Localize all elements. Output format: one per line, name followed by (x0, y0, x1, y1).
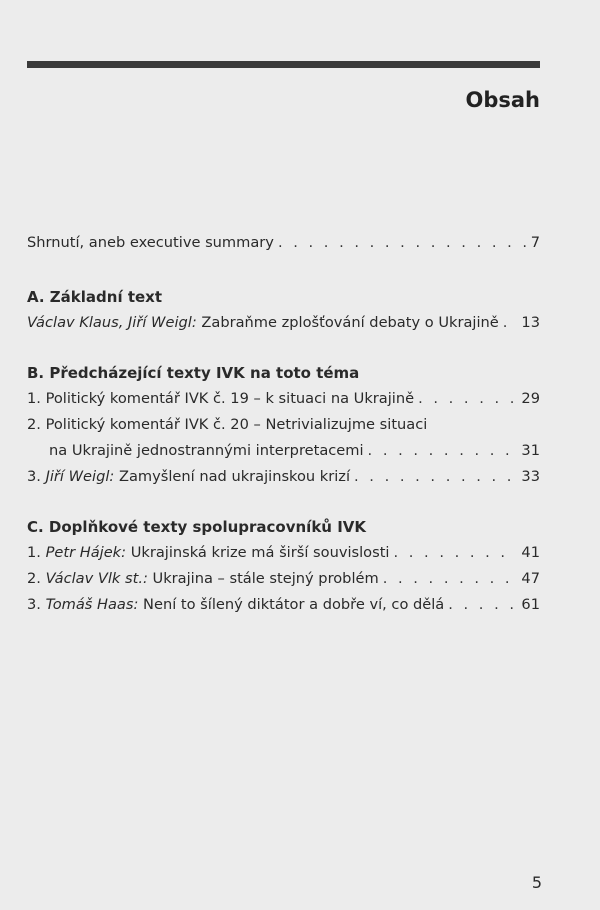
toc-page-number: 33 (521, 468, 540, 485)
toc-entry-number: 1. (27, 544, 41, 561)
toc-entry-line1[interactable] (27, 412, 540, 438)
toc-page-number: 61 (521, 596, 540, 613)
section-heading-c: C. Doplňkové texty spolupracovníků IVK (27, 518, 367, 536)
toc-entry-number: 1. (27, 390, 41, 407)
toc-entry-summary[interactable] (27, 230, 540, 256)
toc-entry-text: Ukrajina – stále stejný problém (152, 570, 379, 587)
leader-dots (278, 230, 527, 256)
header-rule (27, 61, 540, 68)
toc-entry-author: Václav Vlk st.: (45, 570, 148, 587)
toc-entry-author: Jiří Weigl: (45, 468, 115, 485)
leader-dots (393, 540, 517, 566)
toc-entry-author: Tomáš Haas: (45, 596, 139, 613)
page-number: 5 (531, 873, 542, 892)
toc-entry-title (27, 592, 444, 618)
toc-entry-title (27, 566, 379, 592)
toc-entry-text: Politický komentář IVK č. 19 – k situaci na Ukrajině (45, 390, 415, 407)
toc-entry[interactable] (27, 310, 540, 336)
section-heading-b: B. Předcházející texty IVK na toto téma (27, 364, 360, 382)
toc-page-number: 47 (521, 570, 540, 587)
toc-entry[interactable] (27, 592, 540, 618)
leader-dots (448, 592, 517, 618)
toc-entry-number: 3. (27, 468, 41, 485)
toc-entry[interactable] (27, 386, 540, 412)
toc-entry-text: Ukrajinská krize má širší souvislosti (130, 544, 390, 561)
toc-entry-text: Není to šílený diktátor a dobře ví, co dělá (143, 596, 445, 613)
toc-entry-title (27, 310, 499, 336)
toc-page-number: 7 (530, 234, 540, 251)
toc-entry-title (27, 412, 427, 438)
toc-entry-author: Václav Klaus, Jiří Weigl: (27, 314, 197, 331)
leader-dots (383, 566, 518, 592)
toc-entry-title: Shrnutí, aneb executive summary (27, 234, 274, 251)
toc-entry-title-cont: na Ukrajině jednostrannými interpretacemi (49, 442, 364, 459)
toc-page-number: 31 (521, 442, 540, 459)
toc-page-number: 29 (521, 390, 540, 407)
toc-entry-number: 2. (27, 416, 41, 433)
leader-dots (503, 310, 518, 336)
toc-entry-title (27, 464, 350, 490)
toc-entry-title (27, 386, 414, 412)
toc-page-number: 13 (521, 314, 540, 331)
toc-entry-title (27, 540, 389, 566)
table-of-contents (27, 230, 540, 618)
leader-dots (418, 386, 517, 412)
page-title: Obsah (465, 88, 540, 112)
toc-entry[interactable] (27, 464, 540, 490)
leader-dots (354, 464, 517, 490)
toc-entry-line2[interactable] (27, 438, 540, 464)
toc-entry-text: Zabraňme zplošťování debaty o Ukrajině (201, 314, 499, 331)
toc-entry-number: 3. (27, 596, 41, 613)
toc-entry-number: 2. (27, 570, 41, 587)
toc-entry[interactable] (27, 566, 540, 592)
toc-entry-text: Politický komentář IVK č. 20 – Netrivializujme situaci (45, 416, 428, 433)
toc-entry[interactable] (27, 540, 540, 566)
toc-entry-text: Zamyšlení nad ukrajinskou krizí (118, 468, 351, 485)
leader-dots (368, 438, 518, 464)
toc-entry-author: Petr Hájek: (45, 544, 127, 561)
toc-page-number: 41 (521, 544, 540, 561)
section-heading-a: A. Základní text (27, 288, 163, 306)
